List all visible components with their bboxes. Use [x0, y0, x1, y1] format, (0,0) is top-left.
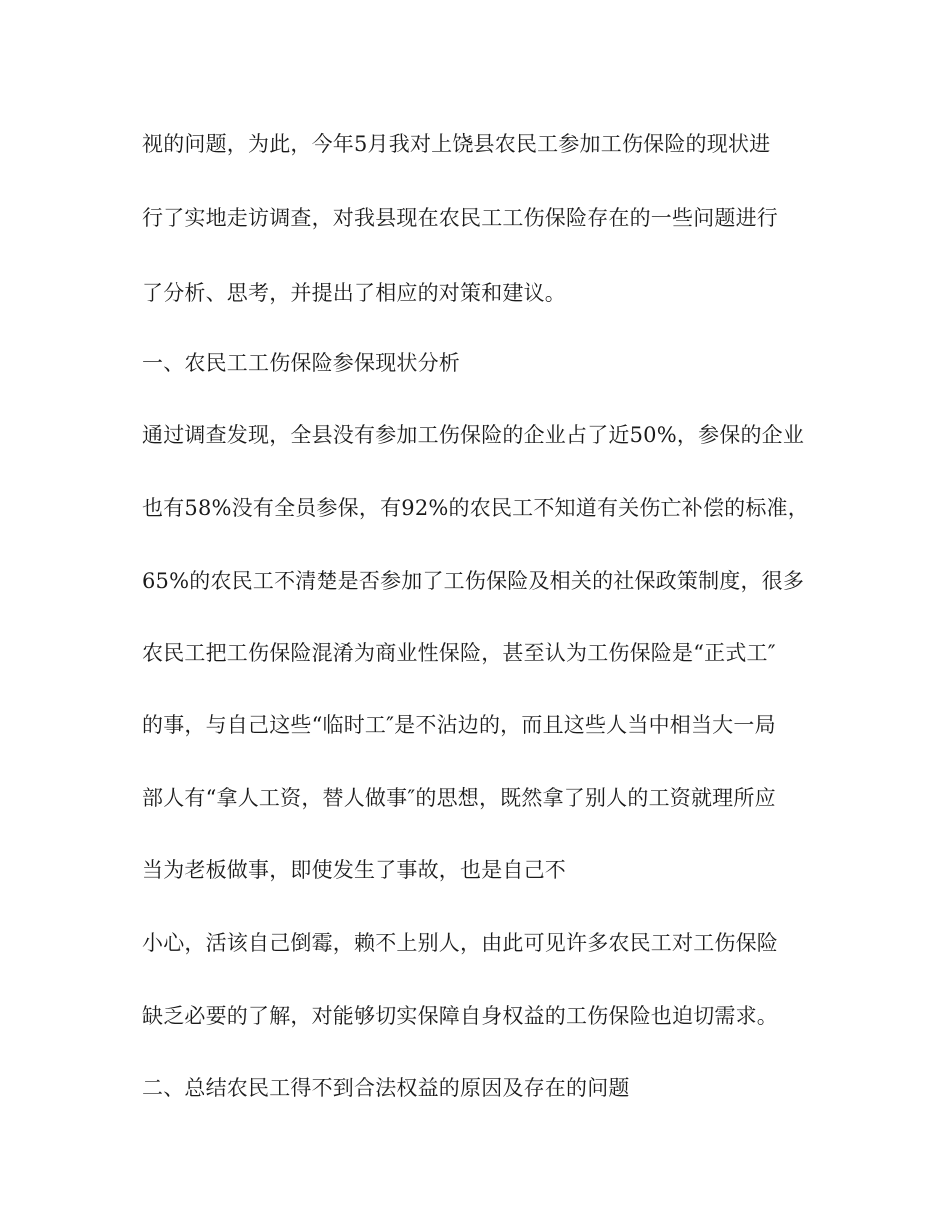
- paragraph-line: 部人有“拿人工资，替人做事″的思想，既然拿了别人的工资就理所应: [142, 786, 776, 810]
- paragraph-line: 小心，活该自己倒霉，赖不上别人，由此可见许多农民工对工伤保险: [142, 931, 778, 955]
- paragraph-line: 的事，与自己这些“临时工″是不沾边的，而且这些人当中相当大一局: [142, 713, 776, 737]
- section-heading: 一、农民工工伤保险参保现状分析: [142, 351, 460, 375]
- paragraph-line: 65%的农民工不清楚是否参加了工伤保险及相关的社保政策制度，很多: [142, 569, 805, 593]
- section-heading: 二、总结农民工得不到合法权益的原因及存在的问题: [142, 1076, 630, 1100]
- paragraph-line: 视的问题，为此，今年5月我对上饶县农民工参加工伤保险的现状进: [142, 132, 771, 156]
- paragraph-line: 行了实地走访调查，对我县现在农民工工伤保险存在的一些问题进行: [142, 206, 778, 230]
- paragraph-line: 缺乏必要的了解，对能够切实保障自身权益的工伤保险也迫切需求。: [142, 1004, 778, 1028]
- paragraph-line: 也有58%没有全员参保，有92%的农民工不知道有关伤亡补偿的标准，: [142, 496, 809, 520]
- paragraph-line: 通过调查发现，全县没有参加工伤保险的企业占了近50%，参保的企业: [142, 423, 805, 447]
- paragraph-line: 农民工把工伤保险混淆为商业性保险，甚至认为工伤保险是“正式工″: [142, 641, 776, 665]
- paragraph-line: 了分析、思考，并提出了相应的对策和建议。: [142, 281, 566, 305]
- paragraph-line: 当为老板做事，即使发生了事故，也是自己不: [142, 858, 566, 882]
